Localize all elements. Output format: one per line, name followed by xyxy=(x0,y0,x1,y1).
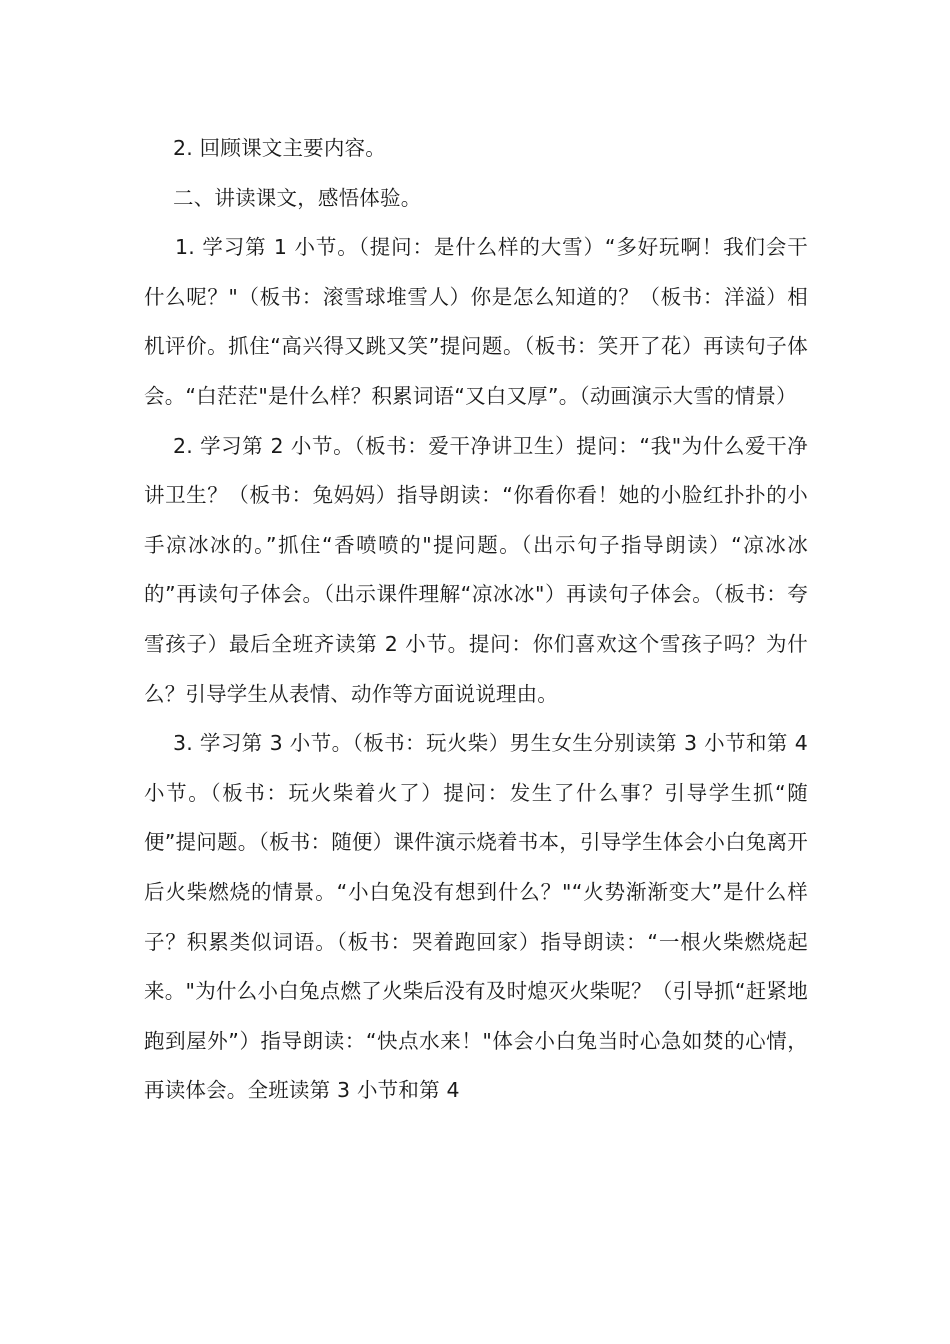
document-body xyxy=(144,124,808,1116)
paragraph-section-heading: 二、讲读课文，感悟体验。 xyxy=(173,185,422,210)
paragraph-review-content: 2. 回顾课文主要内容。 xyxy=(173,136,386,160)
paragraph-section-2: 2. 学习第 2 小节。（板书：爱干净讲卫生）提问：“我"为什么爱干净讲卫生？（板书：兔妈妈）指导朗读：“你看你看！她的小脸红扑扑的小手凉冰冰的。”抓住“香喷喷的"提问题。（出示句子指导朗读）“凉冰冰的”再读句子体会。（出示课件理解“凉冰冰"）再读句子体会。（板书：夸雪孩子）最后全班齐读第 2 小节。提问：你们喜欢这个雪孩子吗？为什么？引导学生从表情、动作等方面说说理由。 xyxy=(144,433,808,706)
paragraph-section-3: 3. 学习第 3 小节。（板书：玩火柴）男生女生分别读第 3 小节和第 4 小节。（板书：玩火柴着火了）提问：发生了什么事？引导学生抓“随便”提问题。（板书：随便）课件演示烧着书本，引导学生体会小白兔离开后火柴燃烧的情景。“小白兔没有想到什么？"“火势渐渐变大”是什么样子？积累类似词语。（板书：哭着跑回家）指导朗读：“一根火柴燃烧起来。"为什么小白兔点燃了火柴后没有及时熄灭火柴呢？（引导抓“赶紧地跑到屋外”）指导朗读：“快点水来！"体会小白兔当时心急如焚的心情，再读体会。全班读第 3 小节和第 4 xyxy=(144,731,808,1103)
paragraph-section-1: 1. 学习第 1 小节。（提问：是什么样的大雪）“多好玩啊！我们会干什么呢？"（板书：滚雪球堆雪人）你是怎么知道的？（板书：洋溢）相机评价。抓住“高兴得又跳又笑”提问题。（板书：笑开了花）再读句子体会。“白茫茫"是什么样？积累词语“又白又厚”。（动画演示大雪的情景） xyxy=(144,235,808,408)
